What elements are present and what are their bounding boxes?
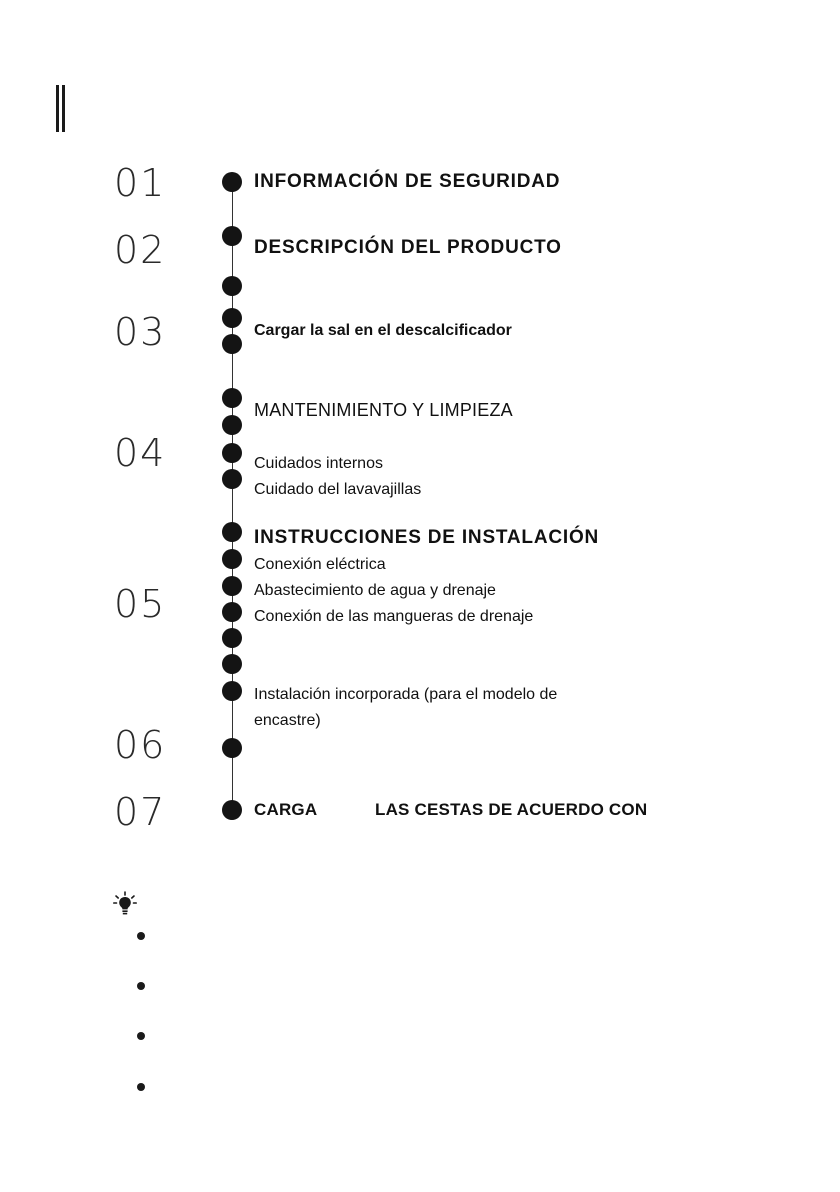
toc-entry-safety-info[interactable]: INFORMACIÓN DE SEGURIDAD [254,171,561,192]
toc-entry-dishwasher-care[interactable]: Cuidado del lavavajillas [254,481,422,498]
tip-bullet [137,1083,145,1091]
timeline-dot [222,800,242,820]
timeline-dot [222,334,242,354]
timeline-dot [222,226,242,246]
tip-bullet [137,982,145,990]
toc-entry-drain-hoses[interactable]: Conexión de las mangueras de drenaje [254,608,534,625]
section-number-02: 02 [114,228,167,272]
timeline-dot [222,308,242,328]
timeline-dot [222,443,242,463]
toc-entry-load-baskets-part2[interactable]: LAS CESTAS DE ACUERDO CON [375,800,648,819]
toc-entry-maintenance[interactable]: MANTENIMIENTO Y LIMPIEZA [254,400,513,420]
section-number-01: 01 [114,161,167,205]
timeline-dot [222,576,242,596]
toc-entry-load-salt[interactable]: Cargar la sal en el descalcificador [254,322,512,339]
timeline-dot [222,415,242,435]
toc-entry-electrical[interactable]: Conexión eléctrica [254,556,386,573]
timeline-dot [222,549,242,569]
toc-entry-product-description[interactable]: DESCRIPCIÓN DEL PRODUCTO [254,237,562,258]
timeline-dot [222,738,242,758]
section-number-03: 03 [114,310,167,354]
section-number-06: 06 [114,723,167,767]
timeline-dot [222,602,242,622]
toc-entry-water-supply[interactable]: Abastecimiento de agua y drenaje [254,582,496,599]
header-bar-right [62,85,65,132]
timeline-dot [222,388,242,408]
toc-entry-installation[interactable]: INSTRUCCIONES DE INSTALACIÓN [254,527,600,548]
toc-entry-internal-care[interactable]: Cuidados internos [254,455,383,472]
timeline-dot [222,522,242,542]
timeline-dot [222,276,242,296]
timeline-dot [222,469,242,489]
tip-bullet [137,932,145,940]
timeline-dot [222,172,242,192]
timeline-dot [222,628,242,648]
lightbulb-icon [113,891,137,917]
timeline-dot [222,681,242,701]
header-bar-left [56,85,59,132]
toc-entry-built-in[interactable]: Instalación incorporada (para el modelo de encastre) [254,686,558,729]
section-number-05: 05 [114,582,167,626]
section-number-07: 07 [114,790,167,834]
section-number-04: 04 [114,431,167,475]
tip-bullet [137,1032,145,1040]
toc-entry-load-baskets-part1[interactable]: CARGA [254,800,318,819]
timeline-dot [222,654,242,674]
